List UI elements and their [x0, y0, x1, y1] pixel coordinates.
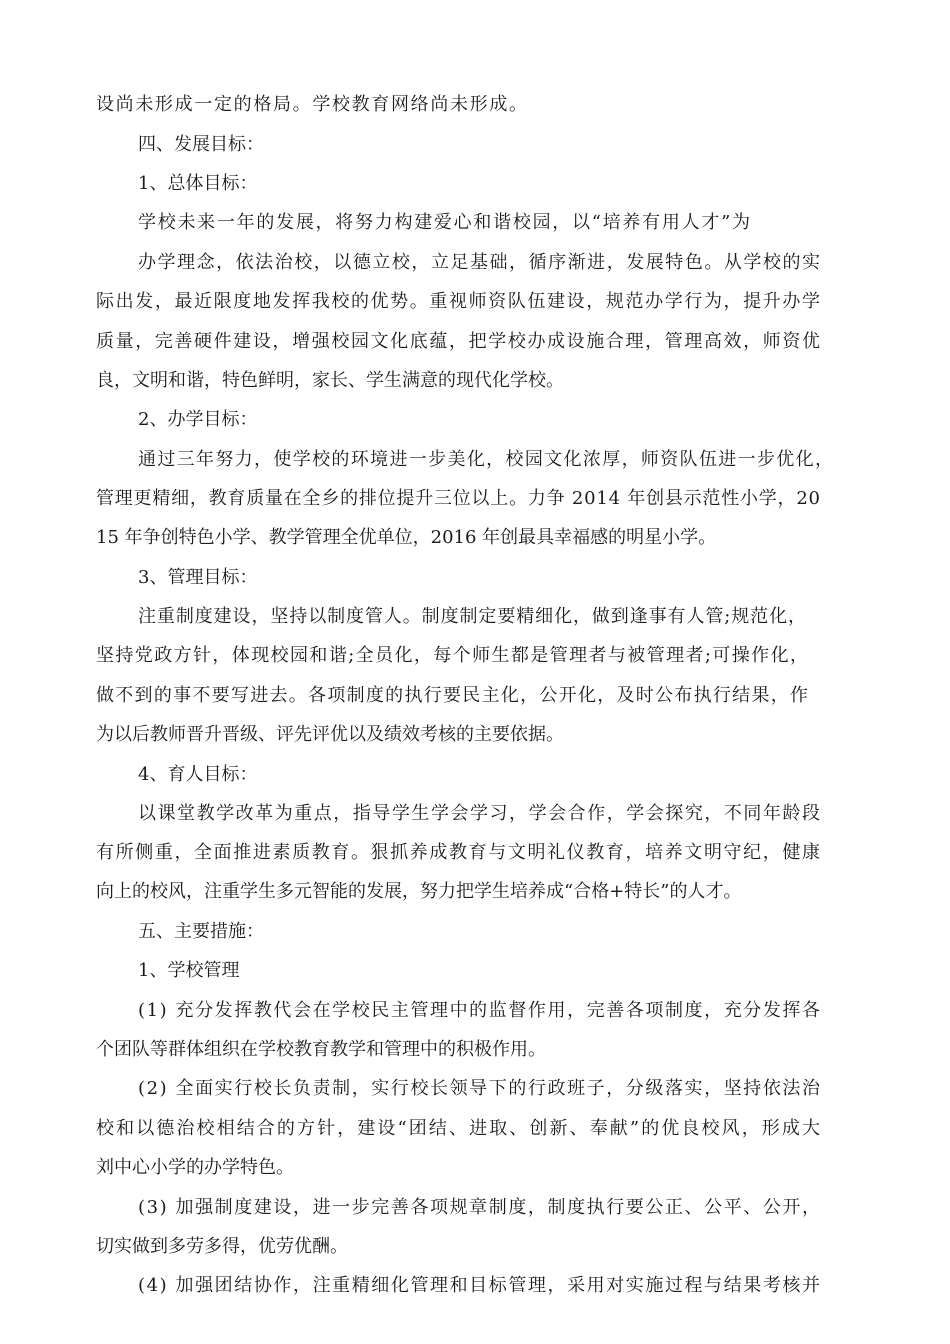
text-line: 管理更精细，教育质量在全乡的排位提升三位以上。力争 2014 年创县示范性小学，20	[96, 488, 821, 509]
text-line: 注重制度建设，坚持以制度管人。制度制定要精细化，做到逢事有人管;规范化，	[138, 606, 807, 627]
text-line: 2、办学目标：	[138, 409, 258, 430]
text-line: 以课堂教学改革为重点，指导学生学会学习，学会合作，学会探究，不同年龄段	[138, 803, 822, 824]
text-line: 刘中心小学的办学特色。	[96, 1157, 294, 1178]
text-line: (3) 加强制度建设，进一步完善各项规章制度，制度执行要公正、公平、公开，	[138, 1197, 822, 1218]
text-line: 校和以德治校相结合的方针，建设“团结、进取、创新、奉献”的优良校风，形成大	[96, 1118, 823, 1139]
text-line: 15 年争创特色小学、教学管理全优单位，2016 年创最具幸福感的明星小学。	[96, 527, 717, 548]
text-line: 1、总体目标：	[138, 173, 258, 194]
text-line: 办学理念，依法治校，以德立校，立足基础，循序渐进，发展特色。从学校的实	[138, 252, 822, 273]
text-line: (2) 全面实行校长负责制，实行校长领导下的行政班子，分级落实，坚持依法治	[138, 1078, 822, 1099]
text-line: (1) 充分发挥教代会在学校民主管理中的监督作用，完善各项制度，充分发挥各	[138, 1000, 822, 1021]
text-line: 通过三年努力，使学校的环境进一步美化，校园文化浓厚，师资队伍进一步优化，	[138, 449, 835, 470]
text-line: 有所侧重，全面推进素质教育。狠抓养成教育与文明礼仪教育，培养文明守纪，健康	[96, 842, 822, 863]
text-line: 际出发，最近限度地发挥我校的优势。重视师资队伍建设，规范办学行为，提升办学	[96, 291, 822, 312]
text-line: (4) 加强团结协作，注重精细化管理和目标管理，采用对实施过程与结果考核并	[138, 1275, 822, 1296]
text-line: 设尚未形成一定的格局。学校教育网络尚未形成。	[96, 94, 529, 115]
text-line: 质量，完善硬件建设，增强校园文化底蕴，把学校办成设施合理，管理高效，师资优	[96, 331, 822, 352]
text-line: 向上的校风，注重学生多元智能的发展，努力把学生培养成“合格+特长”的人才。	[96, 881, 742, 902]
text-line: 3、管理目标：	[138, 567, 258, 588]
text-line: 良，文明和谐，特色鲜明，家长、学生满意的现代化学校。	[96, 370, 564, 391]
text-line: 坚持党政方针，体现校园和谐;全员化，每个师生都是管理者与被管理者;可操作化，	[96, 645, 810, 666]
text-line: 五、主要措施：	[138, 921, 264, 942]
text-line: 4、育人目标：	[138, 764, 258, 785]
text-line: 做不到的事不要写进去。各项制度的执行要民主化，公开化，及时公布执行结果，作	[96, 685, 810, 706]
text-line: 切实做到多劳多得，优劳优酬。	[96, 1236, 348, 1257]
text-line: 1、学校管理	[138, 960, 240, 981]
text-line: 为以后教师晋升晋级、评先评优以及绩效考核的主要依据。	[96, 724, 564, 745]
text-line: 四、发展目标：	[138, 134, 264, 155]
text-line: 学校未来一年的发展，将努力构建爱心和谐校园，以“培养有用人才”为	[138, 212, 752, 233]
text-line: 个团队等群体组织在学校教育教学和管理中的积极作用。	[96, 1039, 546, 1060]
